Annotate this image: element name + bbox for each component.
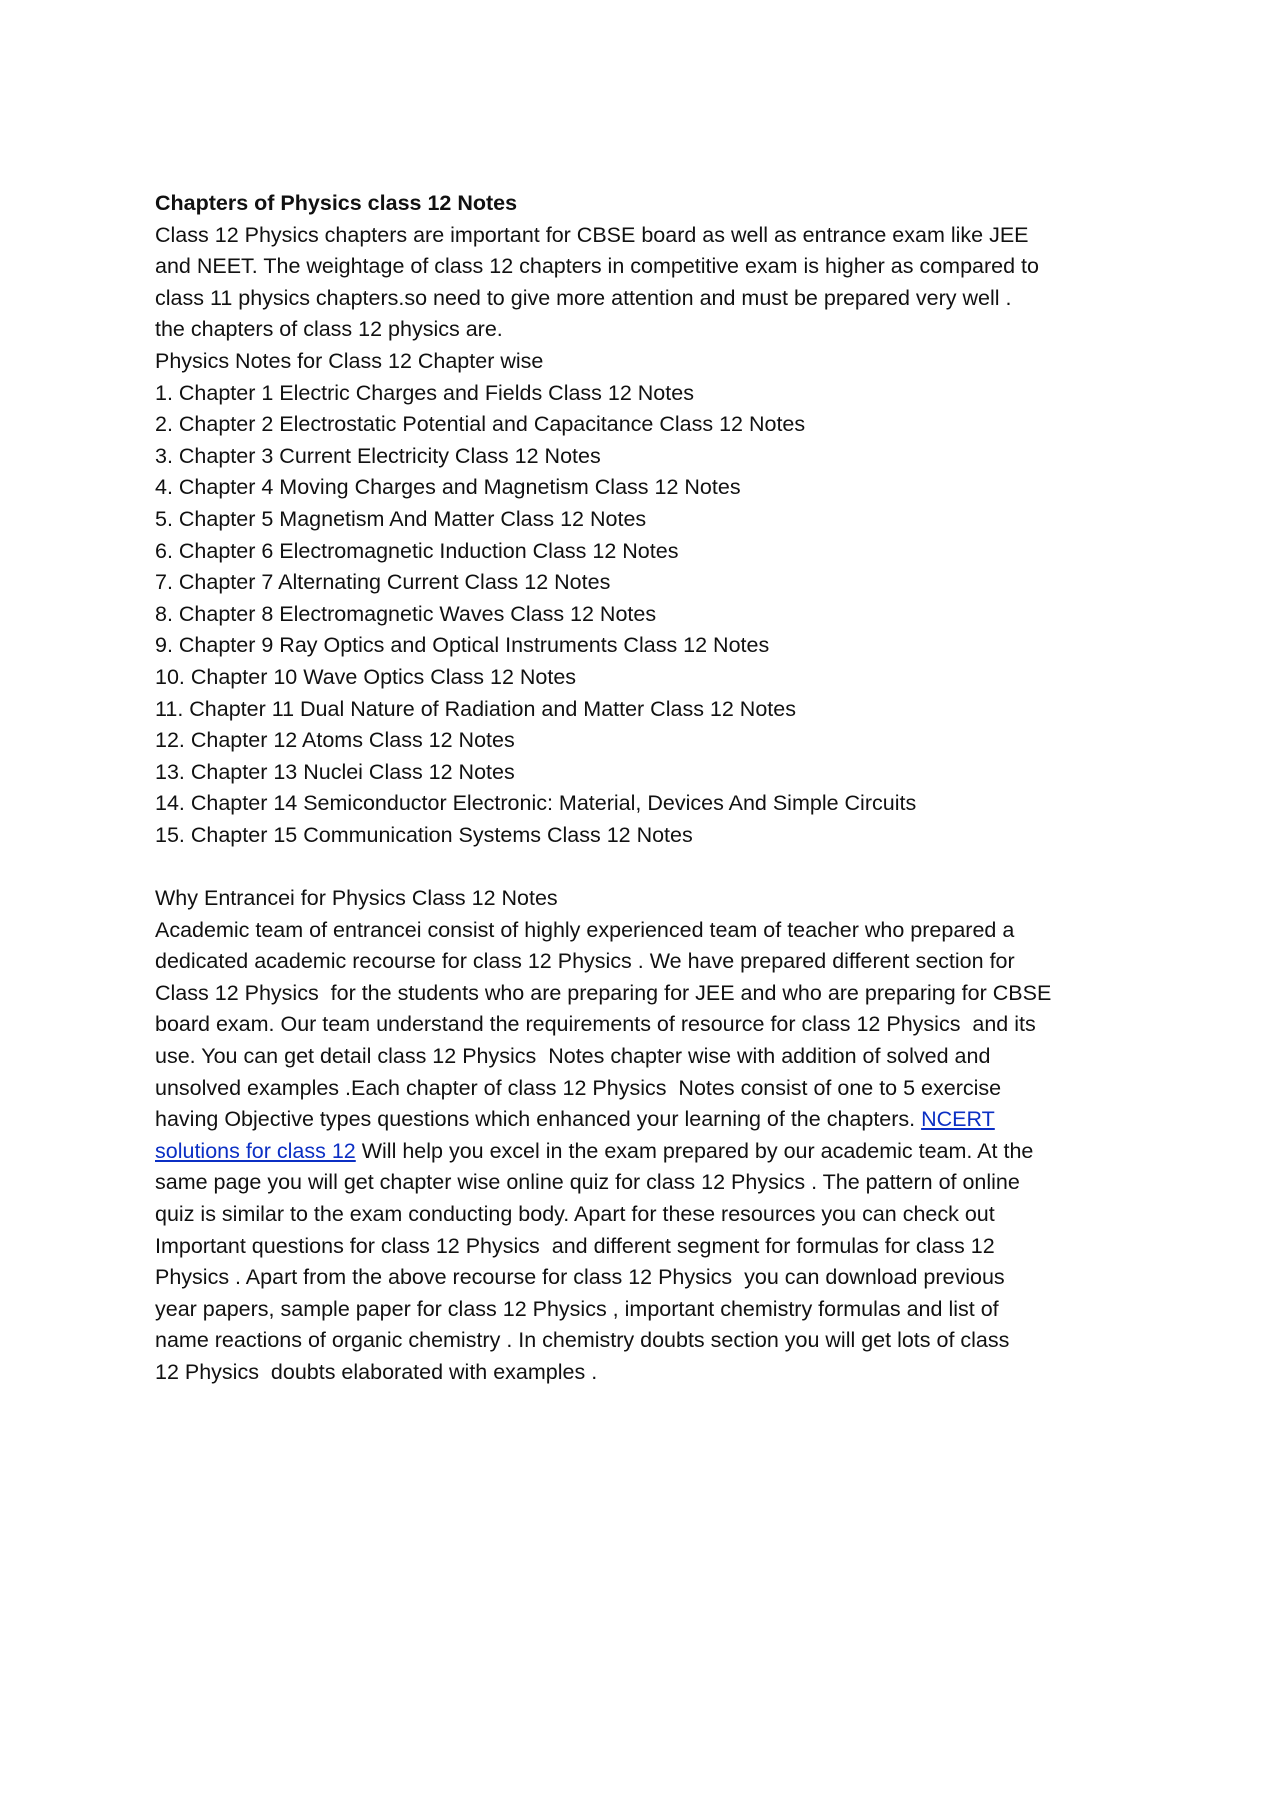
chapter-item: 4. Chapter 4 Moving Charges and Magnetism Class 12 Notes [155,475,741,500]
why-paragraph [155,915,1135,1389]
chapter-item: 6. Chapter 6 Electromagnetic Induction Class 12 Notes [155,538,679,563]
ncert-solutions-link-continued[interactable]: solutions for class 12 [155,1138,356,1163]
why-line: same page you will get chapter wise online quiz for class 12 Physics . The pattern of online [155,1170,1020,1195]
why-line: year papers, sample paper for class 12 Physics , important chemistry formulas and list of [155,1296,999,1321]
ncert-solutions-link[interactable]: NCERT [921,1107,995,1132]
document-title: Chapters of Physics class 12 Notes [155,191,518,215]
why-line: name reactions of organic chemistry . In chemistry doubts section you will get lots of class [155,1328,1010,1353]
link-line-suffix: Will help you excel in the exam prepared by our academic team. At the [355,1138,1034,1163]
spacer [155,851,1135,883]
chapter-item: 3. Chapter 3 Current Electricity Class 12 Notes [155,443,601,468]
intro-line: class 11 physics chapters.so need to give more attention and must be prepared very well . [155,285,1012,310]
chapter-item: 13. Chapter 13 Nuclei Class 12 Notes [155,759,515,784]
intro-line: and NEET. The weightage of class 12 chapters in competitive exam is higher as compared to [155,254,1039,279]
chapter-item: 8. Chapter 8 Electromagnetic Waves Class 12 Notes [155,601,657,626]
why-line: Academic team of entrancei consist of highly experienced team of teacher who prepared a [155,917,1015,942]
list-heading: Physics Notes for Class 12 Chapter wise [155,348,544,373]
why-line: Important questions for class 12 Physics and different segment for formulas for class 12 [155,1233,995,1258]
chapter-item: 12. Chapter 12 Atoms Class 12 Notes [155,728,515,753]
why-line: Physics . Apart from the above recourse for class 12 Physics you can download previous [155,1265,1005,1290]
why-line: 12 Physics doubts elaborated with examples . [155,1359,598,1384]
why-line: board exam. Our team understand the requirements of resource for class 12 Physics and its [155,1012,1036,1037]
why-line [155,1136,1135,1168]
chapter-item: 9. Chapter 9 Ray Optics and Optical Instruments Class 12 Notes [155,633,770,658]
intro-line: the chapters of class 12 physics are. [155,317,503,342]
document-page [155,188,1135,1389]
why-line: Class 12 Physics for the students who are preparing for JEE and who are preparing for CBSE [155,980,1052,1005]
intro-paragraph [155,220,1135,346]
chapter-item: 7. Chapter 7 Alternating Current Class 12 Notes [155,570,611,595]
why-line: unsolved examples .Each chapter of class 12 Physics Notes consist of one to 5 exercise [155,1075,1002,1100]
chapter-item: 10. Chapter 10 Wave Optics Class 12 Notes [155,664,577,689]
chapter-item: 14. Chapter 14 Semiconductor Electronic: Material, Devices And Simple Circuits [155,791,917,816]
chapter-item: 2. Chapter 2 Electrostatic Potential and Capacitance Class 12 Notes [155,412,806,437]
why-heading: Why Entrancei for Physics Class 12 Notes [155,886,558,911]
why-line: dedicated academic recourse for class 12 Physics . We have prepared different section for [155,949,1015,974]
link-line-prefix: having Objective types questions which enhanced your learning of the chapters. [155,1107,922,1132]
chapter-item: 15. Chapter 15 Communication Systems Class 12 Notes [155,822,693,847]
chapter-item: 5. Chapter 5 Magnetism And Matter Class 12 Notes [155,506,647,531]
why-line: quiz is similar to the exam conducting body. Apart for these resources you can check out [155,1202,995,1226]
intro-line: Class 12 Physics chapters are important for CBSE board as well as entrance exam like JEE [155,222,1029,247]
chapter-item: 1. Chapter 1 Electric Charges and Fields Class 12 Notes [155,380,694,405]
why-line [155,1104,1135,1136]
chapter-item: 11. Chapter 11 Dual Nature of Radiation and Matter Class 12 Notes [155,696,796,721]
why-line: use. You can get detail class 12 Physics Notes chapter wise with addition of solved and [155,1044,991,1069]
chapter-list [155,378,1135,852]
